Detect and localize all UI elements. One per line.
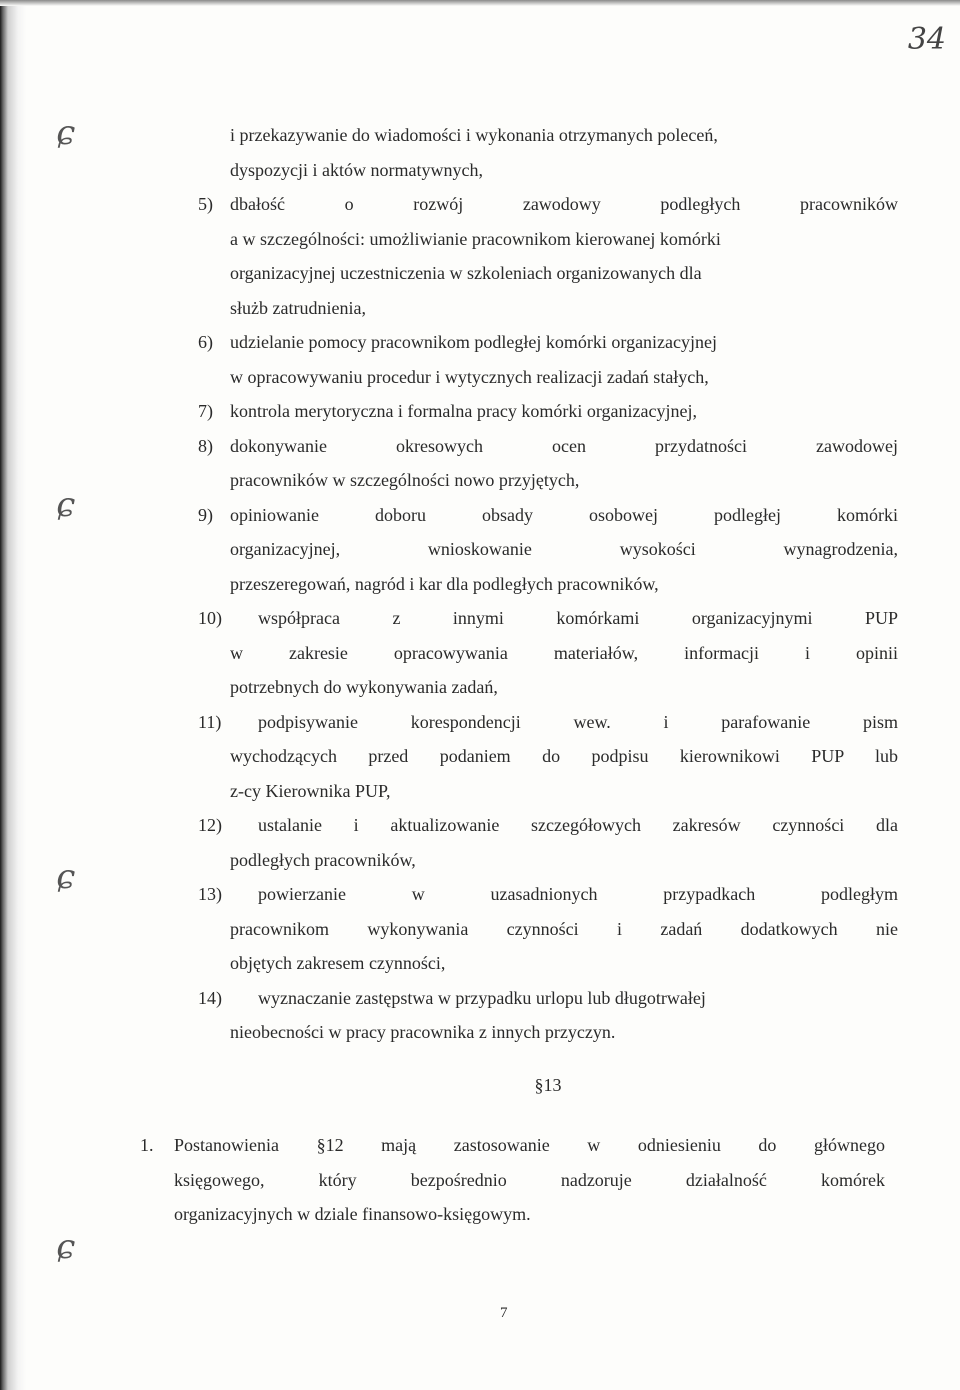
text-line: wychodzących przed podaniem do podpisu kierownikowi PUP lub: [230, 746, 898, 766]
margin-stamp-icon: ɕ: [56, 857, 76, 897]
text-line: Postanowienia §12 mają zastosowanie w odniesieniu do głównego: [174, 1135, 885, 1155]
list-item: [198, 808, 898, 877]
text-line: dokonywanie okresowych ocen przydatności zawodowej: [230, 435, 898, 456]
text-line: nieobecności w pracy pracownika z innych przyczyn.: [230, 1022, 616, 1042]
text-line: a w szczególności: umożliwianie pracownikom kierowanej komórki: [230, 228, 721, 249]
text-line: pracowników w szczególności nowo przyjętych,: [230, 470, 580, 490]
text-line: powierzanie w uzasadnionych przypadkach podległym: [258, 884, 898, 904]
list-item: [198, 981, 898, 1050]
margin-stamp-icon: ɕ: [56, 113, 76, 153]
margin-stamp-icon: ɕ: [56, 1227, 76, 1267]
text-line: kontrola merytoryczna i formalna pracy komórki organizacyjnej,: [230, 401, 697, 421]
margin-stamp-icon: ɕ: [56, 485, 76, 525]
text-line: podpisywanie korespondencji wew. i parafowanie pism: [258, 711, 898, 732]
intro-paragraph: [198, 118, 898, 187]
list-item: [198, 325, 898, 394]
item-number: 14): [198, 987, 222, 1008]
item-number: 9): [198, 504, 213, 525]
text-line: dbałość o rozwój zawodowy podległych pracowników: [230, 194, 898, 214]
text-line: w opracowywaniu procedur i wytycznych realizacji zadań stałych,: [230, 366, 709, 387]
scan-left-edge: [0, 0, 26, 1390]
list-item: [198, 877, 898, 981]
item-number: 7): [198, 401, 213, 421]
text-line: objętych zakresem czynności,: [230, 953, 446, 973]
scan-top-edge: [0, 0, 960, 6]
text-line: dyspozycji i aktów normatywnych,: [230, 159, 483, 180]
text-line: w zakresie opracowywania materiałów, informacji i opinii: [230, 642, 898, 663]
text-line: organizacyjnej uczestniczenia w szkoleniach organizowanych dla: [230, 263, 702, 283]
section-heading: §13: [534, 1074, 562, 1095]
text-line: organizacyjnych w dziale finansowo-księgowym.: [174, 1204, 531, 1224]
page-number: 7: [500, 1305, 508, 1321]
text-line: służb zatrudnienia,: [230, 297, 366, 318]
list-item: [198, 705, 898, 809]
list-item: [198, 498, 898, 602]
text-line: udzielanie pomocy pracownikom podległej komórki organizacyjnej: [230, 332, 718, 352]
handwritten-page-mark: 34: [907, 22, 946, 57]
paragraph-number: 1.: [140, 1135, 154, 1155]
text-line: z-cy Kierownika PUP,: [230, 780, 391, 801]
list-item: [198, 429, 898, 498]
final-paragraph: [140, 1128, 885, 1232]
list-item: [198, 187, 898, 325]
list-item: [198, 394, 898, 429]
text-line: księgowego, który bezpośrednio nadzoruje działalność komórek: [174, 1169, 885, 1190]
text-line: opiniowanie doboru obsady osobowej podległej komórki: [230, 504, 898, 525]
duties-list: [198, 118, 898, 1102]
text-line: wyznaczanie zastępstwa w przypadku urlopu lub długotrwałej: [258, 987, 706, 1008]
item-number: 8): [198, 435, 213, 456]
item-number: 10): [198, 608, 222, 628]
text-line: współpraca z innymi komórkami organizacyjnymi PUP: [258, 608, 898, 628]
text-line: przeszeregowań, nagród i kar dla podległych pracowników,: [230, 573, 659, 594]
item-number: 6): [198, 332, 213, 352]
text-line: i przekazywanie do wiadomości i wykonania otrzymanych poleceń,: [230, 125, 718, 145]
item-number: 13): [198, 884, 222, 904]
list-item: [198, 601, 898, 705]
item-number: 11): [198, 711, 222, 732]
text-line: ustalanie i aktualizowanie szczegółowych zakresów czynności dla: [258, 815, 898, 835]
item-number: 5): [198, 194, 213, 214]
item-number: 12): [198, 815, 222, 835]
text-line: podległych pracowników,: [230, 849, 416, 870]
text-line: organizacyjnej, wnioskowanie wysokości wynagrodzenia,: [230, 539, 898, 559]
text-line: potrzebnych do wykonywania zadań,: [230, 677, 498, 697]
text-line: pracownikom wykonywania czynności i zadań dodatkowych nie: [230, 918, 898, 939]
